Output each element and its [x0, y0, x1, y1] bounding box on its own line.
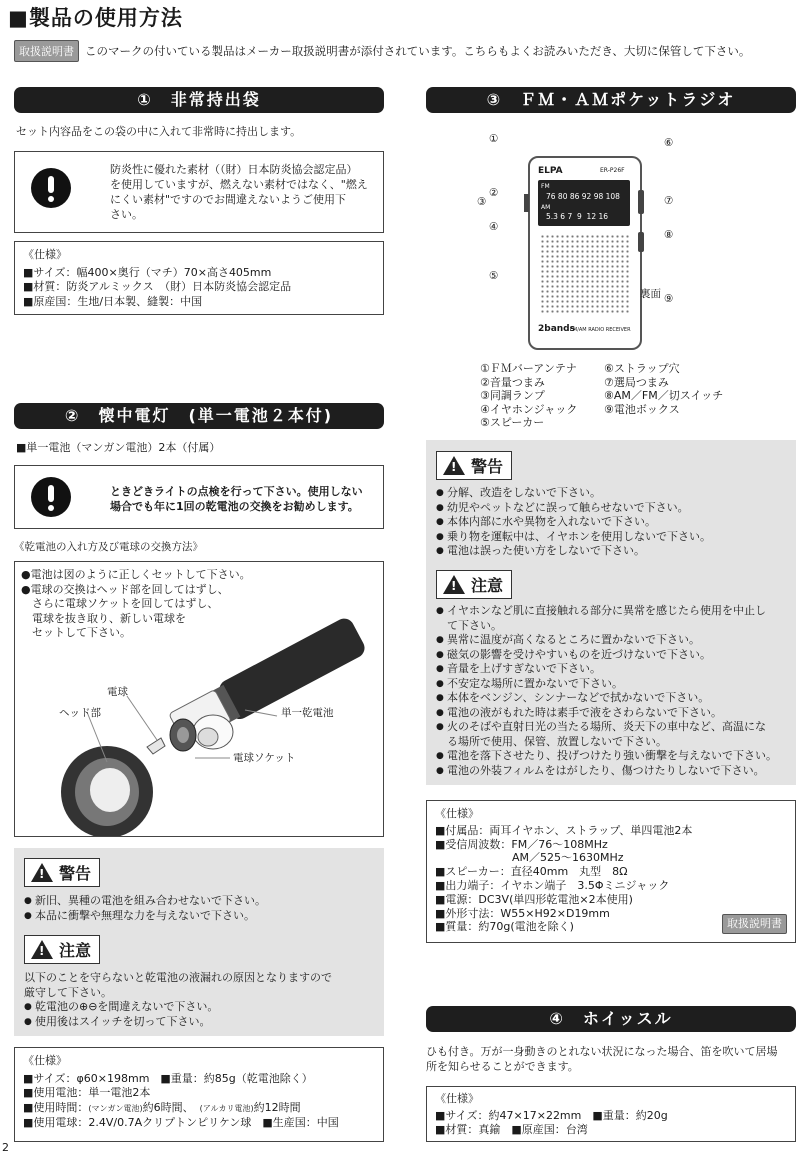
- section-1-spec: [14, 241, 384, 315]
- part-item: ②音量つまみ: [480, 375, 545, 389]
- spec-title: 《仕様》: [435, 1092, 479, 1105]
- caution-triangle-icon: [31, 940, 53, 959]
- spec-line: ■使用電球：2.4V/0.7Aクリプトンピリケン球 ■生産国：中国: [23, 1116, 339, 1129]
- spec-line: ■材質：防炎アルミックス （財）日本防炎協会認定品: [23, 280, 292, 293]
- callout-6: ⑥: [664, 137, 674, 149]
- page-number: 2: [2, 1141, 9, 1154]
- warning-triangle-icon: [31, 863, 53, 882]
- caution-label: [24, 935, 100, 964]
- warn-item: ● 本体内部に水や異物を入れないで下さい。: [436, 515, 711, 530]
- part-item: ⑦選局つまみ: [604, 375, 669, 389]
- warning-triangle-icon: [443, 456, 465, 475]
- part-item: ③同調ランプ: [480, 389, 545, 403]
- caution-item: ● 使用後はスイッチを切って下さい。: [24, 1015, 218, 1030]
- section-3-header: ③ ＦＭ・ＡＭポケットラジオ: [426, 87, 796, 113]
- parts-list-right: [604, 362, 723, 416]
- warn-item: ● 本品に衝撃や無理な力を与えないで下さい。: [24, 909, 266, 924]
- notice-line: を使用していますが、燃えない素材ではなく、"燃え: [110, 178, 368, 191]
- spec-line: AM／525～1630MHz: [435, 851, 624, 865]
- callout-5: ⑤: [489, 270, 499, 282]
- part-item: ⑨電池ボックス: [604, 402, 680, 416]
- howto-line: セットして下さい。: [21, 626, 131, 639]
- exclamation-icon: [31, 477, 71, 517]
- spec-line: ■電源：DC3V(単四形乾電池×2本使用): [435, 892, 633, 906]
- caution-item: ● 電池の外装フィルムをはがしたり、傷つけたりしないで下さい。: [436, 764, 792, 779]
- intro-note: [14, 40, 750, 62]
- spec-line: ■原産国：生地/日本製、縫製：中国: [23, 294, 203, 308]
- caution-intro: 厳守して下さい。: [24, 985, 112, 999]
- caution-item: ● 電池の液がもれた時は素手で液をさわらないで下さい。: [436, 706, 792, 721]
- flashlight-illustration: [15, 562, 383, 836]
- howto-line: ●電池は図のように正しくセットして下さい。: [21, 568, 251, 581]
- caution-line: る場所で使用、保管、放置しないで下さい。: [447, 734, 667, 748]
- spec-title: 《仕様》: [23, 248, 67, 261]
- radio-fm-scale: 76 80 86 92 98 108: [546, 192, 620, 201]
- section-4-header: ④ ホイッスル: [426, 1006, 796, 1032]
- section-4-desc: [426, 1045, 778, 1074]
- tuning-knob: [638, 190, 644, 214]
- radio-fm: FM: [541, 183, 550, 190]
- label-head: ヘッド部: [59, 707, 101, 719]
- section-2-notice: [14, 465, 384, 529]
- radio-brand: ELPA: [538, 166, 563, 176]
- section-2-warnings: [14, 848, 384, 1036]
- parts-list-left: [480, 362, 577, 430]
- caution-line: 火のそばや直射日光の当たる場所、炎天下の車中など、高温にな: [447, 720, 766, 733]
- spec-line: ■付属品：両耳イヤホン、ストラップ、単四電池2本: [435, 823, 693, 837]
- spec-line: ■サイズ：幅400×奥行（マチ）70×高さ405mm: [23, 265, 272, 279]
- spec-title: 《仕様》: [435, 807, 479, 820]
- callout-2: ②: [489, 187, 499, 199]
- spec-line: ■サイズ：約47×17×22mm ■重量：約20g: [435, 1108, 668, 1122]
- spec-title: 《仕様》: [23, 1054, 67, 1067]
- spec-line: [23, 1101, 375, 1117]
- label-socket: 電球ソケット: [233, 752, 296, 764]
- spec-line: ■受信周波数：FM／76～108MHz: [435, 837, 608, 851]
- spec-line: ■使用電池：単一電池2本: [23, 1086, 151, 1099]
- section-4-spec: [426, 1086, 796, 1142]
- spec-part: 約12時間: [253, 1100, 301, 1114]
- caution-item: ● 不安定な場所に置かないで下さい。: [436, 677, 792, 692]
- section-1-notice: [14, 151, 384, 233]
- caution-label: [436, 570, 512, 599]
- section-1-header: ① 非常持出袋: [14, 87, 384, 113]
- desc-line: ひも付き。万が一身動きのとれない状況になった場合、笛を吹いて居場: [426, 1045, 778, 1058]
- caution-item: ● 音量を上げすぎないで下さい。: [436, 662, 792, 677]
- caution-text: 注意: [471, 576, 504, 595]
- spec-part: 約6時間、: [142, 1100, 194, 1114]
- callout-8: ⑧: [664, 229, 674, 241]
- warning-label: [24, 858, 100, 887]
- radio-am-scale: 5.3 6 7 9 12 16: [546, 212, 609, 221]
- part-item: ⑧AM／FM／切スイッチ: [604, 389, 724, 403]
- volume-knob: [524, 194, 529, 212]
- spec-part: ■使用時間：: [23, 1100, 89, 1114]
- warn-item: ● 分解、改造をしないで下さい。: [436, 486, 711, 501]
- caution-item: ● 磁気の影響を受けやすいものを近づけないで下さい。: [436, 648, 792, 663]
- callout-4: ④: [489, 221, 499, 233]
- howto-line: さらに電球ソケットを回してはずし、: [21, 597, 219, 610]
- spec-line: ■外形寸法：W55×H92×D19mm: [435, 906, 610, 920]
- howto-title: 《乾電池の入れ方及び電球の交換方法》: [14, 541, 203, 553]
- section-2-header: ② 懐中電灯 (単一電池２本付): [14, 403, 384, 429]
- radio-receiver: FM/AM RADIO RECEIVER: [570, 327, 631, 333]
- spec-line: ■質量：約70g(電池を除く): [435, 920, 574, 934]
- part-item: ①ＦＭバーアンテナ: [480, 362, 577, 375]
- notice-line: さい。: [110, 208, 143, 221]
- part-item: ⑤スピーカー: [480, 416, 545, 430]
- warn-item: ● 幼児やペットなどに誤って触らせないで下さい。: [436, 501, 711, 516]
- intro-text: このマークの付いている製品はメーカー取扱説明書が添付されています。こちらもよくお読みいただき、大切に保管して下さい。: [85, 44, 751, 58]
- section-3-warnings: [426, 440, 796, 785]
- notice-line: 防炎性に優れた素材（（財）日本防炎協会認定品）: [110, 163, 358, 176]
- flashlight-diagram-box: [14, 561, 384, 837]
- manual-badge: 取扱説明書: [14, 40, 79, 62]
- desc-line: 所を知らせることができます。: [426, 1059, 579, 1073]
- howto-line: ●電球の交換はヘッド部を回してはずし、: [21, 582, 229, 596]
- caution-text: 注意: [59, 941, 92, 960]
- spec-line: ■サイズ：φ60×198mm ■重量：約85g（乾電池除く）: [23, 1071, 313, 1085]
- warn-item: ● 電池は誤った使い方をしないで下さい。: [436, 544, 711, 559]
- caution-item: [436, 720, 792, 749]
- notice-line: ときどきライトの点検を行って下さい。使用しない: [110, 485, 363, 498]
- caution-triangle-icon: [443, 575, 465, 594]
- callout-1: ①: [489, 133, 499, 145]
- warning-label: [436, 451, 512, 480]
- radio-bands: 2bands: [538, 324, 575, 334]
- notice-line: 場合でも年に1回の乾電池の交換をお勧めします。: [110, 500, 359, 513]
- band-switch: [638, 232, 644, 252]
- notice-line: にくい素材"ですのでお間違えないようご使用下: [110, 193, 347, 206]
- warn-item: ● 新旧、異種の電池を組み合わせないで下さい。: [24, 894, 266, 909]
- callout-9: ⑨: [664, 293, 674, 305]
- caution-item: ● 本体をベンジン、シンナーなどで拭かないで下さい。: [436, 691, 792, 706]
- spec-part: (アルカリ電池): [199, 1103, 254, 1113]
- caution-intro: 以下のことを守らないと乾電池の液漏れの原因となりますので: [24, 971, 332, 984]
- section-3-spec: [426, 800, 796, 943]
- warning-text: 警告: [59, 864, 92, 883]
- label-bulb: 電球: [107, 686, 128, 698]
- section-2-spec: [14, 1047, 384, 1142]
- radio-illustration: [528, 156, 642, 350]
- spec-line: ■材質：真鍮 ■原産国：台湾: [435, 1123, 588, 1136]
- part-item: ⑥ストラップ穴: [604, 362, 680, 375]
- howto-line: 電球を抜き取り、新しい電球を: [21, 611, 186, 625]
- warning-text: 警告: [471, 457, 504, 476]
- warn-item: ● 乗り物を運転中は、イヤホンを使用しないで下さい。: [436, 530, 711, 545]
- radio-am: AM: [541, 204, 551, 211]
- callout-3: ③: [477, 196, 487, 208]
- section-2-desc: ■単一電池（マンガン電池）2本（付属）: [16, 441, 221, 454]
- spec-line: ■出力端子：イヤホン端子 3.5Φミニジャック: [435, 878, 670, 892]
- caution-line: イヤホンなど肌に直接触れる部分に異常を感じたら使用を中止し: [447, 604, 766, 617]
- label-battery: 単一乾電池: [281, 707, 334, 719]
- section-1-desc: セット内容品をこの袋の中に入れて非常時に持出します。: [16, 125, 302, 138]
- caution-item: [436, 604, 792, 633]
- page-title: ■製品の使用方法: [8, 6, 183, 30]
- manual-badge: 取扱説明書: [722, 914, 787, 934]
- speaker-grille: [540, 234, 630, 314]
- caution-item: ● 電池を落下させたり、投げつけたり強い衝撃を与えないで下さい。: [436, 749, 792, 764]
- radio-dial: [538, 180, 630, 226]
- caution-item: ● 乾電池の⊕⊖を間違えないで下さい。: [24, 1000, 218, 1015]
- spec-part: (マンガン電池): [88, 1103, 143, 1113]
- caution-item: ● 異常に温度が高くなるところに置かないで下さい。: [436, 633, 792, 648]
- radio-model: ER-P26F: [600, 167, 625, 174]
- back-label: 裏面: [640, 288, 661, 300]
- callout-7: ⑦: [664, 195, 674, 207]
- caution-line: て下さい。: [447, 618, 502, 632]
- spec-line: ■スピーカー：直径40mm 丸型 8Ω: [435, 865, 628, 879]
- part-item: ④イヤホンジャック: [480, 402, 578, 416]
- exclamation-icon: [31, 168, 71, 208]
